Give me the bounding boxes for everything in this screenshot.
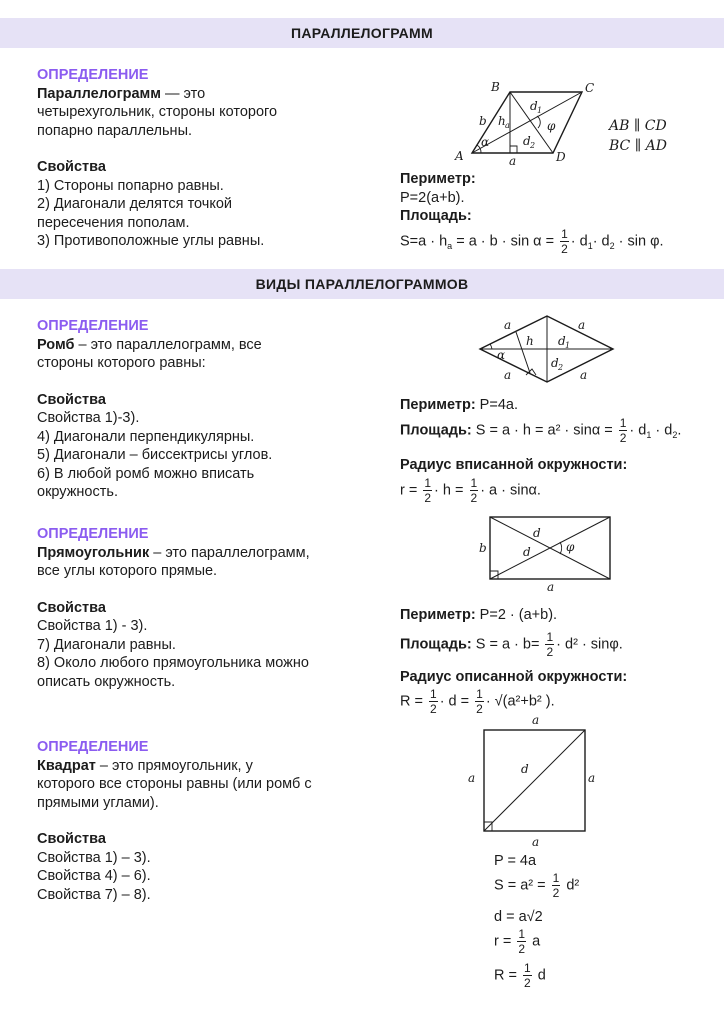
parallel-notes [609, 116, 667, 156]
square-formulas [494, 852, 579, 992]
rectangle-formulas [400, 606, 627, 715]
d1-sub: 1 [565, 341, 571, 350]
d1-label: d [530, 99, 538, 113]
d2-label: d [551, 356, 559, 370]
inscribed-radius-formula: r = $\frac{1}{2}$ · h = $\frac{1}{2}$ · a · sinα. [400, 475, 541, 505]
perimeter-formula: P=2(a+b). [400, 189, 465, 206]
vertex-d-label: D [556, 150, 566, 164]
section-banner-parallelogram: ПАРАЛЛЕЛОГРАММ [0, 18, 724, 48]
property-item: 4) Диагонали перпендикулярны. [37, 428, 255, 445]
fraction-one-half: $\frac{1}{2}$ [430, 687, 437, 716]
property-item: 5) Диагонали – биссектрисы углов. [37, 447, 273, 463]
fraction-one-half: $\frac{1}{2}$ [546, 629, 554, 659]
properties-heading: Свойства [37, 831, 106, 847]
definition-heading: ОПРЕДЕЛЕНИЕ [37, 67, 149, 83]
vertex-c-label: C [585, 81, 595, 95]
property-item: Свойства 1) - 3). [37, 618, 148, 634]
area-label: Площадь: [400, 208, 472, 224]
side-a-label: a [532, 835, 540, 849]
area-formula: Площадь: S = a · b= $\frac{1}{2}$ · d² · sinφ. [400, 629, 623, 659]
fraction-one-half: $\frac{1}{2}$ [552, 871, 560, 900]
vertex-a-label: A [455, 149, 464, 163]
circumscribed-radius-formula: R = $\frac{1}{2}$ · d = $\frac{1}{2}$ · √(a²+b² ). [400, 687, 555, 716]
rectangle-figure [474, 514, 624, 594]
d1-sub: 1 [537, 106, 543, 115]
alpha-label: α [497, 348, 506, 362]
height-label: h [498, 114, 506, 128]
diagonal [484, 730, 585, 831]
d2-label: d [523, 134, 531, 148]
definition-text: попарно параллельны. [37, 122, 193, 139]
d-label: d [523, 545, 531, 559]
phi-label: φ [547, 119, 556, 133]
parallelogram-formulas [400, 170, 664, 255]
definition-heading: ОПРЕДЕЛЕНИЕ [37, 739, 149, 755]
fraction-one-half: $\frac{1}{2}$ [424, 475, 432, 505]
parallel-ab-cd: AB ∥ CD [609, 118, 667, 134]
side-b-label: b [479, 541, 487, 555]
angle-alpha-arc [490, 344, 492, 349]
circumscribed-radius-label: Радиус описанной окружности: [400, 668, 628, 685]
phi-label: φ [566, 540, 575, 554]
properties-heading: Свойства [37, 599, 106, 616]
parallel-bc-ad: BC ∥ AD [609, 138, 667, 154]
term: Параллелограмм [37, 85, 161, 102]
fraction-one-half: $\frac{1}{2}$ [476, 687, 483, 716]
fraction-one-half: $\frac{1}{2}$ [619, 415, 627, 445]
definition-text: – это параллелограмм, [149, 544, 310, 561]
term: Квадрат [37, 757, 96, 774]
square-figure [466, 712, 606, 852]
square-area: S = a² = $\frac{1}{2}$ d² [494, 871, 580, 900]
parallelogram-figure [450, 80, 610, 168]
fraction-one-half: $\frac{1}{2}$ [561, 226, 568, 256]
alpha-label: α [481, 135, 490, 149]
definition-text: стороны которого равны: [37, 355, 206, 371]
definition-heading: ОПРЕДЕЛЕНИЕ [37, 526, 149, 542]
definition-text: — это [161, 85, 206, 102]
property-item: 2) Диагонали делятся точкой [37, 196, 233, 212]
property-item: 3) Противоположные углы равны. [37, 233, 265, 249]
definition-text: – это прямоугольник, у [95, 757, 253, 774]
parallelogram-definition [37, 66, 277, 251]
d1-label: d [558, 334, 566, 348]
perimeter-label: Периметр: [400, 397, 476, 413]
side-a-label: a [504, 318, 512, 332]
property-item: 6) В любой ромб можно вписать [37, 465, 255, 482]
vertex-b-label: B [491, 80, 500, 94]
rhombus-definition [37, 317, 272, 502]
side-a-label: a [588, 771, 596, 785]
property-item: 7) Диагонали равны. [37, 636, 176, 653]
area-formula: $S=a \cdot h_a = a \cdot b \cdot \sin \alpha$ = $\frac{1}{2}$ · $d_1\cdot d_2 \cdot \sin \varphi$. [400, 226, 664, 256]
property-item: Свойства 1)-3). [37, 410, 140, 426]
height-sub: a [505, 121, 510, 130]
square-inscribed-radius: r = $\frac{1}{2}$ a [494, 927, 541, 956]
square-diagonal: d = a√2 [494, 909, 543, 925]
properties-heading: Свойства [37, 391, 106, 408]
side-a-label: a [509, 154, 517, 168]
square-definition [37, 738, 312, 904]
property-item: окружность. [37, 484, 118, 500]
rhombus-figure [470, 312, 620, 392]
definition-text: все углы которого прямые. [37, 563, 218, 579]
side-a-label: a [547, 580, 555, 594]
side-a-label: a [532, 713, 540, 727]
property-item: пересечения пополам. [37, 214, 190, 231]
side-a-label: a [580, 368, 588, 382]
d2-sub: 2 [530, 141, 536, 150]
side-a-label: a [504, 368, 512, 382]
property-item: описать окружность. [37, 673, 176, 690]
rhombus-formulas [400, 396, 681, 504]
definition-text: четырехугольник, стороны которого [37, 104, 278, 120]
term: Ромб [37, 336, 75, 353]
property-item: 8) Около любого прямоугольника можно [37, 655, 309, 671]
square-circumscribed-radius: R = $\frac{1}{2}$ d [494, 961, 546, 990]
properties-heading: Свойства [37, 159, 106, 175]
right-angle-mark [510, 146, 517, 153]
side-b-label: b [479, 114, 487, 128]
fraction-one-half: $\frac{1}{2}$ [524, 961, 531, 990]
property-item: Свойства 1) – 3). [37, 849, 151, 866]
definition-text: – это параллелограмм, все [74, 336, 262, 353]
area-formula: Площадь: S = a · h = a² · sinα = $\frac{1}{2}$ · $d_1 \cdot d_2$. [400, 415, 682, 445]
height-label: h [526, 334, 534, 348]
d-label: d [533, 526, 541, 540]
fraction-one-half: $\frac{1}{2}$ [470, 475, 478, 505]
inscribed-radius-label: Радиус вписанной окружности: [400, 457, 628, 474]
definition-heading: ОПРЕДЕЛЕНИЕ [37, 318, 149, 334]
d2-sub: 2 [558, 363, 564, 372]
property-item: 1) Стороны попарно равны. [37, 177, 224, 194]
side-a-label: a [578, 318, 586, 332]
section-banner-types: ВИДЫ ПАРАЛЛЕЛОГРАММОВ [0, 269, 724, 299]
angle-phi-arc [560, 542, 562, 554]
property-item: Свойства 4) – 6). [37, 868, 151, 884]
perimeter-formula: P=2 · (a+b). [475, 607, 558, 623]
property-item: Свойства 7) – 8). [37, 886, 151, 903]
definition-text: прямыми углами). [37, 794, 159, 811]
perimeter-label: Периметр: [400, 607, 476, 623]
square-perimeter: P = 4a [494, 853, 537, 869]
perimeter-label: Периметр: [400, 171, 476, 187]
fraction-one-half: $\frac{1}{2}$ [518, 927, 526, 956]
term: Прямоугольник [37, 544, 150, 561]
perimeter-formula: P=4a. [475, 397, 518, 413]
side-a-label: a [468, 771, 476, 785]
angle-phi-arc [537, 116, 540, 128]
definition-text: которого все стороны равны (или ромб с [37, 776, 312, 792]
rectangle-definition [37, 525, 310, 691]
d-label: d [521, 762, 529, 776]
